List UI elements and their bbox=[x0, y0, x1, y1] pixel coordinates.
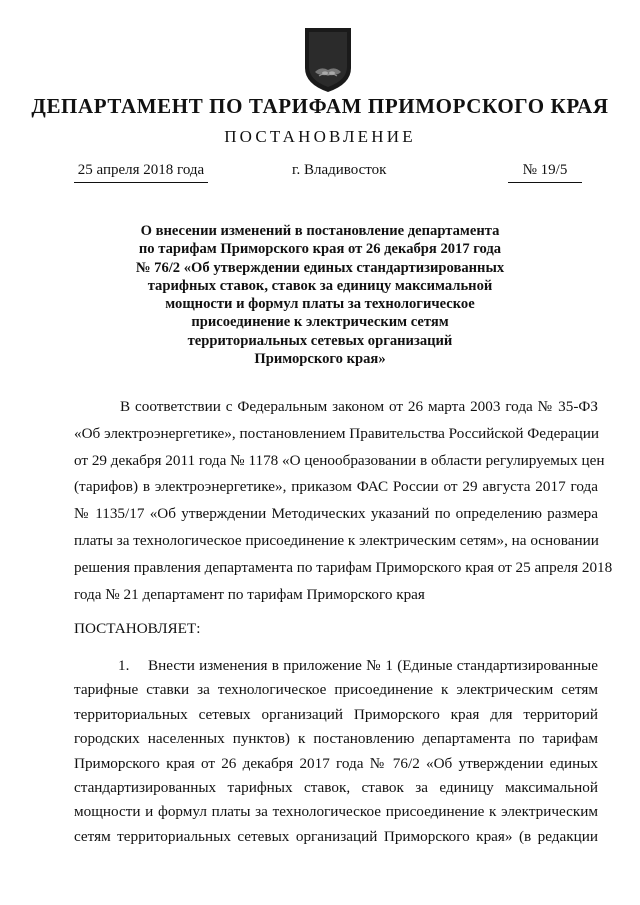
organization-title: ДЕПАРТАМЕНТ ПО ТАРИФАМ ПРИМОРСКОГО КРАЯ bbox=[31, 94, 609, 118]
subject-line: присоединение к электрическим сетям bbox=[191, 314, 449, 331]
subject-line: О внесении изменений в постановление департамента bbox=[140, 223, 500, 239]
resolve-heading: ПОСТАНОВЛЯЕТ: bbox=[74, 620, 201, 637]
preamble-line: В соответствии с Федеральным законом от 26 марта 2003 года № 35-ФЗ bbox=[120, 398, 598, 415]
preamble-line: (тарифов) в электроэнергетике», приказом ФАС России от 29 августа 2017 года bbox=[74, 478, 598, 496]
subject-line: территориальных сетевых организаций bbox=[187, 332, 453, 349]
preamble-line: от 29 декабря 2011 года № 1178 «О ценообразовании в области регулируемых цен bbox=[74, 451, 605, 469]
document-number: № 19/5 bbox=[508, 162, 582, 183]
item-line: стандартизированных тарифных ставок, ставок за единицу максимальной bbox=[74, 779, 598, 797]
item-line: сетям территориальных сетевых организаций Приморского края» (в редакции bbox=[74, 827, 598, 845]
preamble-line: года № 21 департамент по тарифам Приморского края bbox=[74, 585, 425, 603]
document-subject bbox=[110, 222, 530, 368]
item-first-line bbox=[74, 654, 598, 678]
preamble-line: «Об электроэнергетике», постановлением Правительства Российской Федерации bbox=[74, 424, 600, 442]
preamble-line: решения правления департамента по тарифам Приморского края от 25 апреля 2018 bbox=[74, 558, 613, 576]
item-number: 1. bbox=[118, 657, 130, 674]
item-line: территориальных сетевых организаций Приморского края для территорий bbox=[74, 705, 598, 723]
item-line: мощности и формул платы за технологическое присоединение к электрическим bbox=[74, 803, 598, 821]
resolution-item-1 bbox=[74, 654, 598, 849]
subject-line: № 76/2 «Об утверждении единых стандартизированных bbox=[135, 259, 505, 276]
subject-line: по тарифам Приморского края от 26 декабря 2017 года bbox=[138, 241, 502, 258]
item-line: Внести изменения в приложение № 1 (Единые стандартизированные bbox=[148, 657, 598, 674]
document-type: ПОСТАНОВЛЕНИЕ bbox=[224, 127, 416, 146]
item-line: городских населенных пунктов) к постановлению департамента по тарифам bbox=[74, 730, 598, 748]
subject-line: тарифных ставок, ставок за единицу максимальной bbox=[147, 277, 493, 294]
coat-of-arms-emblem-icon bbox=[301, 26, 355, 94]
subject-line: мощности и формул платы за технологическое bbox=[165, 296, 475, 313]
preamble-paragraph bbox=[74, 394, 613, 608]
preamble-line: № 1135/17 «Об утверждении Методических указаний по определению размера bbox=[74, 505, 598, 523]
document-date: 25 апреля 2018 года bbox=[74, 162, 208, 183]
subject-line: Приморского края» bbox=[254, 351, 386, 368]
document-city: г. Владивосток bbox=[292, 162, 387, 178]
item-line: тарифные ставки за технологическое присоединение к электрическим сетям bbox=[74, 681, 598, 699]
item-line: Приморского края от 26 декабря 2017 года № 76/2 «Об утверждении единых bbox=[74, 754, 598, 772]
preamble-line: платы за технологическое присоединение к электрическим сетям», на основании bbox=[74, 531, 599, 549]
